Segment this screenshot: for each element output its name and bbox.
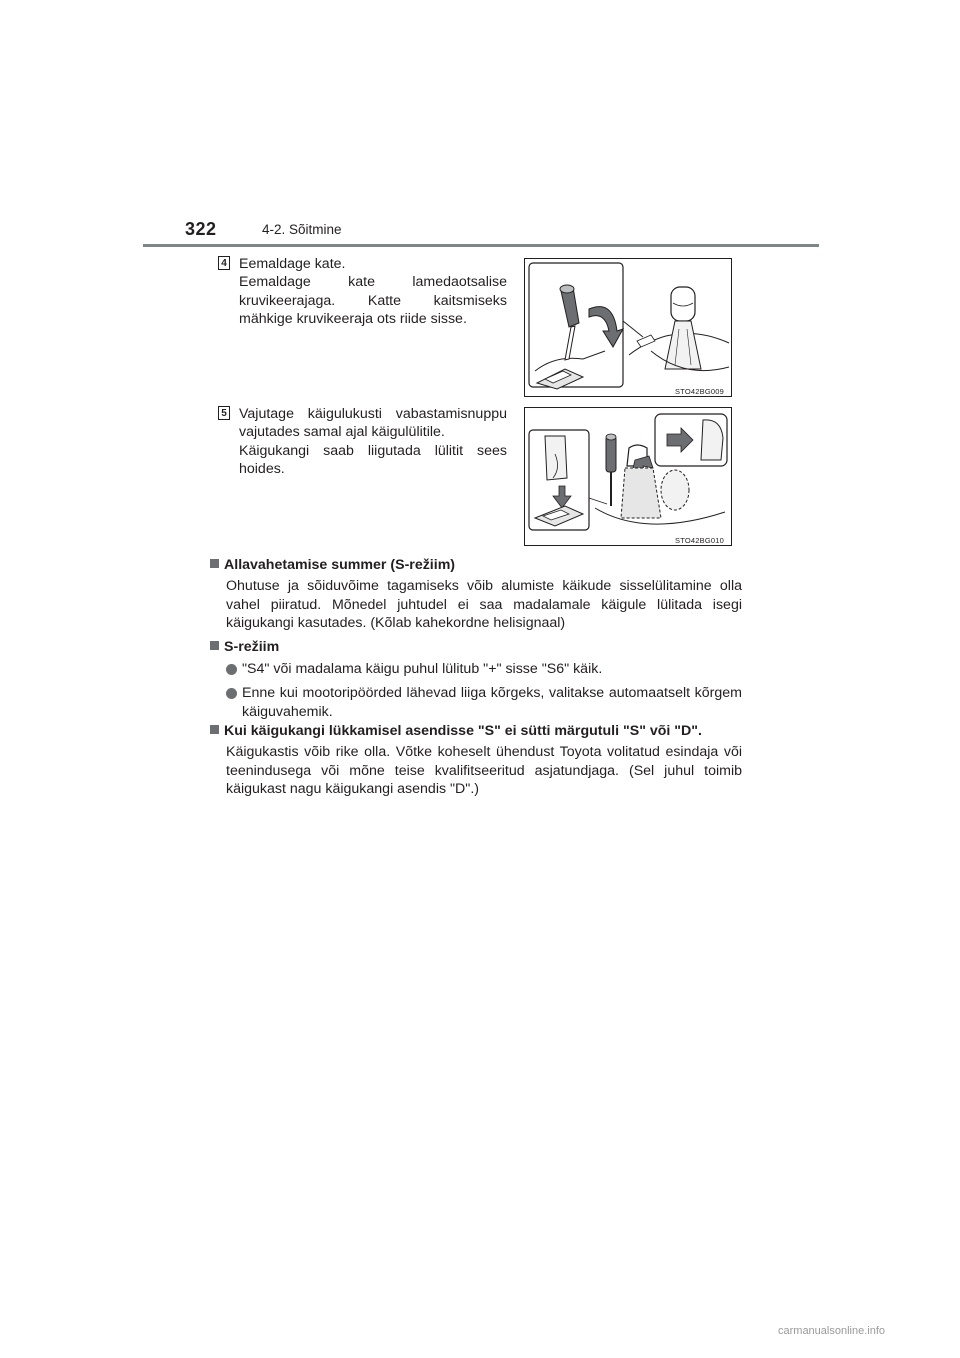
figure-step-4 (524, 258, 732, 397)
bullet-engine-rpm (226, 684, 742, 721)
section-title: 4-2. Sõitmine (262, 222, 342, 237)
step-4-text (239, 255, 507, 329)
step-5-line-1: Vajutage käigulukusti vabastamisnuppu (239, 406, 507, 422)
bullet-s4 (226, 660, 742, 679)
paragraph-indicator-not-lit: Käigukastis võib rike olla. Võtke koheselt ühendust Toyota volitatud esindaja või teenindusega või mõne teise kvalifitseeritud asjatundjaga. (Sel juhul toimib käigukast nagu käigukangi asendis "D".) (226, 744, 742, 798)
heading-downshift-buzzer-text: Allavahetamise summer (S-režiim) (224, 557, 456, 573)
step-5-badge: 5 (218, 406, 230, 420)
circle-bullet-icon (226, 688, 237, 699)
square-bullet-icon (210, 725, 219, 734)
square-bullet-icon (210, 641, 219, 650)
figure-4-code: STO42BG009 (675, 387, 724, 396)
step-5-text (239, 405, 507, 479)
header-rule (143, 244, 819, 247)
step-4-line-3: kruvikeerajaga. Katte kaitsmiseks (239, 292, 507, 309)
heading-downshift-buzzer (210, 557, 455, 573)
page-number: 322 (185, 219, 217, 239)
step-5-line-3: Käigukangi saab liigutada lülitit sees (239, 442, 507, 459)
circle-bullet-icon (226, 664, 237, 675)
step-4-line-4: mähkige kruvikeeraja ots riide sisse. (239, 311, 467, 328)
figure-5-code: STO42BG010 (675, 536, 724, 545)
figure-step-5 (524, 407, 732, 546)
step-4-badge: 4 (218, 256, 230, 270)
step-5-line-2: vajutades samal ajal käigulülitile. (239, 424, 445, 441)
heading-s-mode-text: S-režiim (224, 639, 280, 655)
square-bullet-icon (210, 559, 219, 568)
heading-indicator-not-lit (210, 723, 702, 739)
paragraph-downshift-buzzer: Ohutuse ja sõiduvõime tagamiseks võib alumiste käikude sisselülitamine olla vahel piiratud. Mõnedel juhtudel ei saa madalamale käigule lülitada isegi käigukangi kasutades. (Kõlab kahekordne helisignaal) (226, 578, 742, 632)
heading-s-mode (210, 639, 279, 655)
watermark: carmanualsonline.info (778, 1325, 886, 1337)
shift-cover-illustration (525, 259, 731, 396)
bullet-engine-rpm-text: Enne kui mootoripöörded lähevad liiga kõrgeks, valitakse automaatselt kõrgem käiguvahemik. (242, 685, 742, 720)
step-5-line-4: hoides. (239, 461, 285, 478)
shift-lock-release-illustration (525, 408, 731, 545)
step-4-line-2: Eemaldage kate lamedaotsalise (239, 274, 507, 291)
heading-indicator-not-lit-text: Kui käigukangi lükkamisel asendisse "S" ei sütti märgutuli "S" või "D". (224, 723, 702, 739)
step-4-line-1: Eemaldage kate. (239, 256, 346, 272)
bullet-s4-text: "S4" või madalama käigu puhul lülitub "+" sisse "S6" käik. (242, 661, 603, 677)
